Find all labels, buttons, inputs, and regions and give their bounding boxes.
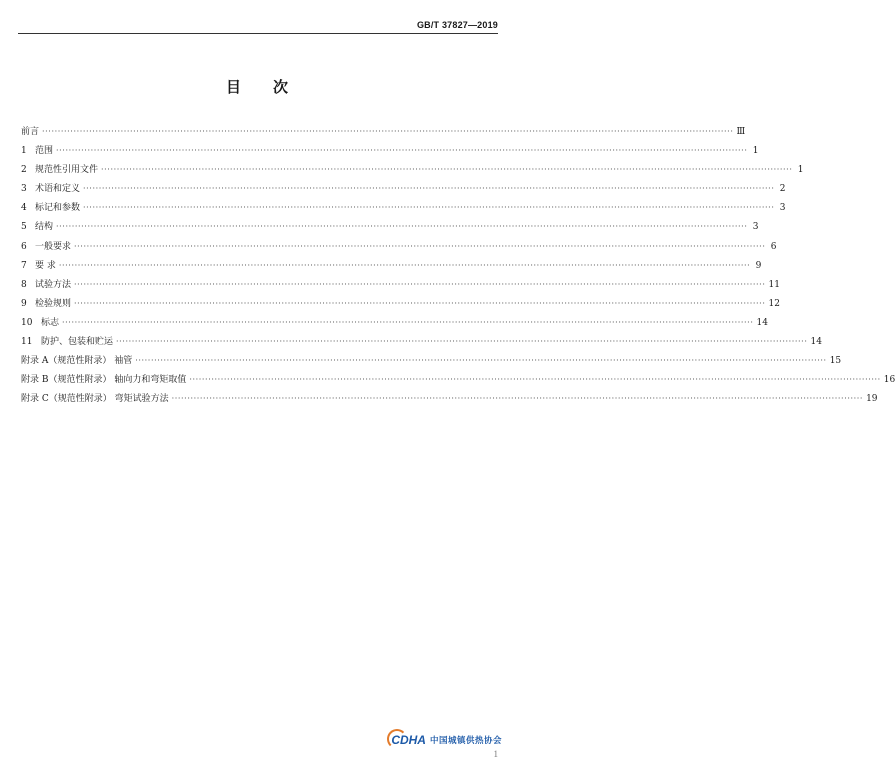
dot-leader: ···························································································································································································································· bbox=[42, 127, 734, 136]
toc-entry-page: 15 bbox=[829, 356, 842, 367]
toc-entry-label bbox=[21, 390, 172, 409]
toc-entry[interactable] bbox=[21, 198, 786, 217]
toc-entry[interactable] bbox=[21, 217, 759, 236]
toc-entry-text: 附录 A（规范性附录） 袖管 bbox=[21, 356, 133, 367]
toc-entry-text: 术语和定义 bbox=[35, 184, 81, 195]
dot-leader: ···························································································································································································································· bbox=[116, 337, 808, 347]
toc-entry-number: 11 bbox=[21, 337, 33, 348]
toc-entry-text: 标志 bbox=[41, 317, 60, 328]
toc-entry-page: 12 bbox=[768, 298, 780, 309]
dot-leader: ···························································································································································································································· bbox=[58, 260, 751, 270]
dot-leader: ···························································································································································································································· bbox=[189, 375, 881, 385]
toc-entry-page: Ⅲ bbox=[736, 127, 746, 137]
toc-entry-label bbox=[21, 180, 83, 199]
toc-entry-label bbox=[21, 333, 116, 352]
dot-leader: ···························································································································································································································· bbox=[135, 356, 827, 366]
toc-entry-number: 6 bbox=[21, 241, 27, 252]
toc-entry-page: 6 bbox=[770, 241, 777, 252]
dot-leader: ···························································································································································································································· bbox=[56, 146, 748, 156]
dot-leader: ···························································································································································································································· bbox=[74, 298, 766, 308]
title-char-2: 次 bbox=[273, 78, 289, 96]
standard-code: GB/T 37827—2019 bbox=[416, 20, 498, 30]
toc-entry-text: 附录 C（规范性附录） 弯矩试验方法 bbox=[21, 394, 169, 405]
toc-entry-number: 4 bbox=[21, 203, 27, 214]
toc-entry-text: 要 求 bbox=[35, 260, 56, 271]
toc-entry[interactable] bbox=[21, 237, 777, 256]
table-of-contents bbox=[21, 122, 895, 408]
dot-leader: ···························································································································································································································· bbox=[56, 222, 748, 232]
toc-entry-label bbox=[21, 257, 59, 276]
toc-entry-page: 2 bbox=[779, 184, 786, 195]
toc-entry-page: 11 bbox=[768, 279, 780, 290]
toc-entry-label bbox=[21, 295, 74, 314]
toc-entry-label bbox=[21, 123, 42, 142]
toc-entry-label bbox=[21, 238, 74, 257]
toc-entry[interactable] bbox=[21, 294, 780, 313]
page-title bbox=[0, 76, 514, 97]
toc-entry-number: 3 bbox=[21, 184, 27, 195]
toc-entry-page: 3 bbox=[752, 222, 759, 233]
toc-entry[interactable] bbox=[21, 275, 780, 294]
dot-leader: ···························································································································································································································· bbox=[171, 394, 864, 404]
dot-leader: ···························································································································································································································· bbox=[74, 279, 766, 289]
toc-entry-number: 2 bbox=[21, 165, 27, 176]
toc-entry-page: 14 bbox=[810, 337, 822, 348]
toc-entry-page: 14 bbox=[756, 317, 768, 328]
toc-entry-label bbox=[21, 314, 62, 333]
header-divider bbox=[18, 33, 498, 34]
dot-leader: ···························································································································································································································· bbox=[62, 317, 754, 327]
association-name: 中国城镇供热协会 bbox=[429, 736, 502, 746]
toc-entry[interactable] bbox=[21, 313, 768, 332]
toc-entry-text: 附录 B（规范性附录） 轴向力和弯矩取值 bbox=[21, 375, 187, 386]
toc-entry[interactable] bbox=[21, 122, 746, 141]
toc-entry-text: 防护、包装和贮运 bbox=[41, 337, 114, 348]
toc-entry[interactable] bbox=[21, 370, 895, 389]
toc-entry-text: 标记和参数 bbox=[35, 203, 81, 214]
dot-leader: ···························································································································································································································· bbox=[101, 165, 793, 175]
dot-leader: ···························································································································································································································· bbox=[83, 184, 775, 194]
toc-entry-page: 1 bbox=[752, 146, 759, 157]
toc-entry-text: 试验方法 bbox=[35, 279, 72, 290]
toc-entry[interactable] bbox=[21, 351, 842, 370]
toc-entry-page: 3 bbox=[779, 203, 786, 214]
page-number: 1 bbox=[493, 749, 498, 759]
dot-leader: ···························································································································································································································· bbox=[74, 241, 766, 251]
toc-entry-label bbox=[21, 352, 135, 371]
toc-entry-number: 10 bbox=[21, 317, 33, 328]
toc-entry-page: 16 bbox=[883, 375, 895, 386]
toc-entry-label bbox=[21, 161, 101, 180]
toc-entry-label bbox=[21, 199, 83, 218]
toc-entry[interactable] bbox=[21, 179, 786, 198]
toc-entry-text: 一般要求 bbox=[35, 241, 72, 252]
dot-leader: ···························································································································································································································· bbox=[83, 203, 775, 213]
toc-entry-text: 结构 bbox=[35, 222, 54, 233]
toc-entry-number: 7 bbox=[21, 260, 27, 271]
toc-entry[interactable] bbox=[21, 332, 822, 351]
toc-entry-label bbox=[21, 371, 189, 390]
association-logo bbox=[391, 733, 502, 747]
toc-entry-text: 检验规则 bbox=[35, 298, 72, 309]
toc-entry-text: 范围 bbox=[35, 146, 54, 157]
toc-entry[interactable] bbox=[21, 389, 878, 408]
toc-entry-label bbox=[21, 276, 74, 295]
toc-entry-label bbox=[21, 218, 56, 237]
cdha-logo-mark: CDHA bbox=[391, 733, 426, 747]
toc-entry-page: 9 bbox=[755, 260, 762, 271]
toc-entry-text: 规范性引用文件 bbox=[35, 165, 99, 176]
toc-entry[interactable] bbox=[21, 160, 804, 179]
toc-entry-page: 1 bbox=[797, 165, 804, 176]
toc-entry-number: 5 bbox=[21, 222, 27, 233]
title-char-1: 目 bbox=[225, 78, 241, 96]
toc-entry-label bbox=[21, 142, 56, 161]
toc-entry-number: 9 bbox=[21, 298, 27, 309]
toc-entry-text: 前言 bbox=[21, 127, 40, 137]
toc-entry-number: 8 bbox=[21, 279, 27, 290]
toc-entry-page: 19 bbox=[866, 394, 878, 405]
toc-entry[interactable] bbox=[21, 141, 759, 160]
toc-entry[interactable] bbox=[21, 256, 762, 275]
toc-entry-number: 1 bbox=[21, 146, 27, 157]
